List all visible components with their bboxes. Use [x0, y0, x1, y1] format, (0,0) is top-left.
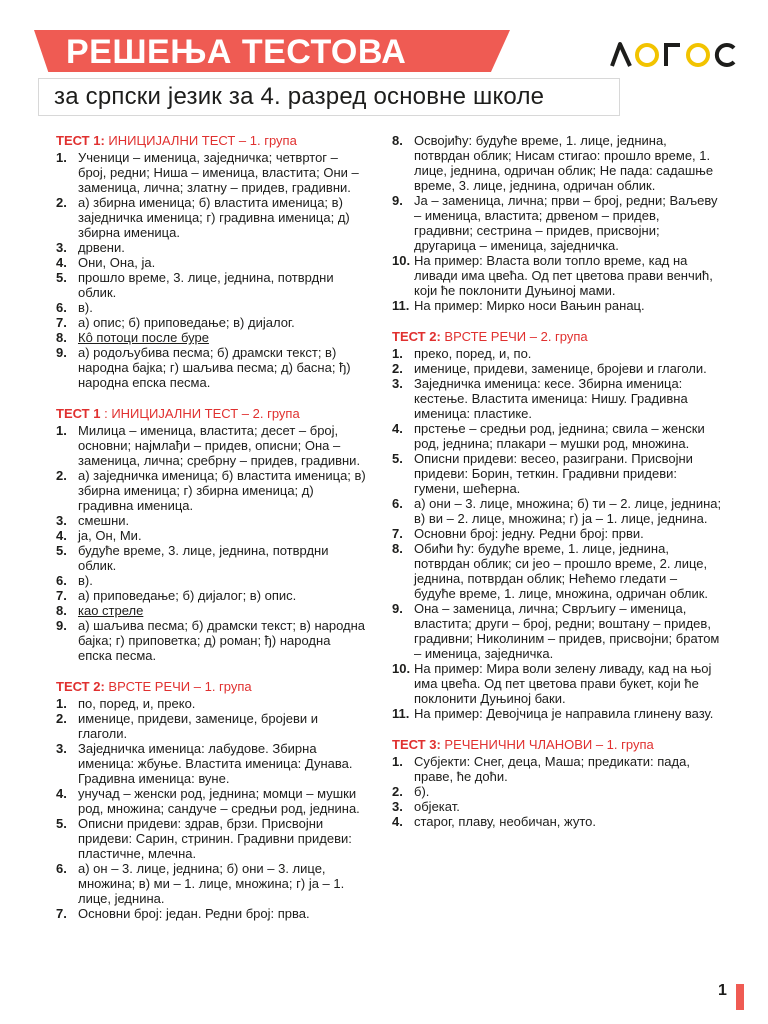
answer-text: а) опис; б) приповедање; в) дијалог. — [78, 315, 295, 330]
answer-text: унучад – женски род, једнина; момци – мушки род, множина; сандуче – средњи род, једнина. — [78, 786, 360, 816]
answer-text: дрвени. — [78, 240, 125, 255]
answer-number: 3. — [56, 513, 67, 528]
answer-item — [56, 528, 366, 543]
test-name: ИНИЦИЈАЛНИ ТЕСТ – 1. група — [108, 133, 297, 148]
answer-item — [56, 423, 366, 468]
answer-item — [392, 361, 722, 376]
answer-number: 9. — [56, 618, 67, 633]
answer-item — [56, 816, 366, 861]
answer-text: б). — [414, 784, 430, 799]
answer-text: преко, поред, и, по. — [414, 346, 532, 361]
answer-item — [56, 315, 366, 330]
test-section — [392, 737, 722, 829]
answer-text: по, поред, и, преко. — [78, 696, 196, 711]
page-number: 1 — [718, 982, 727, 999]
answer-text: а) он – 3. лице, једнина; б) они – 3. лице, множина; в) ми – 1. лице, множина; г) ја – 1. лице, једнина. — [78, 861, 345, 906]
page-number-bar — [736, 984, 744, 1010]
answer-item — [392, 541, 722, 601]
test-section — [392, 329, 722, 721]
answer-item — [56, 468, 366, 513]
answer-number: 8. — [56, 330, 67, 345]
answer-item — [392, 601, 722, 661]
answer-number: 4. — [392, 421, 403, 436]
answer-number: 6. — [56, 300, 67, 315]
answer-item — [56, 240, 366, 255]
answer-item — [56, 543, 366, 573]
answer-number: 10. — [392, 253, 411, 268]
answer-item — [392, 661, 722, 706]
answer-number: 9. — [392, 601, 403, 616]
answer-item — [56, 345, 366, 390]
answer-item — [392, 754, 722, 784]
answer-item — [56, 573, 366, 588]
answer-text: Субјекти: Снег, деца, Маша; предикати: пада, праве, ће доћи. — [414, 754, 690, 784]
answer-text: Освојићу: будуће време, 1. лице, једнина, потврдан облик; Нисам стигао: прошло време, 1. лице, једнина, одричан облик; Не пада: садашње време, 3. лице, једнина, одричан облик. — [414, 133, 714, 193]
answer-item — [392, 706, 722, 721]
answer-number: 6. — [392, 496, 403, 511]
answer-item — [392, 193, 722, 253]
answer-text: Заједничка именица: лабудове. Збирна именица: жбуње. Властита именица: Дунава. Градивна именица: вуне. — [78, 741, 353, 786]
test-section — [56, 133, 366, 390]
answer-text: будуће време, 3. лице, једнина, потврдни облик. — [78, 543, 329, 573]
answer-number: 2. — [392, 784, 403, 799]
test-heading — [56, 679, 366, 694]
answer-number: 11. — [392, 298, 410, 313]
answer-text: Кô потоци после буре — [78, 330, 209, 345]
test-section — [56, 406, 366, 663]
answer-text: Основни број: једну. Редни број: први. — [414, 526, 644, 541]
answers-column-right — [392, 133, 722, 845]
answer-text: Обићи ћу: будуће време, 1. лице, једнина, потврдан облик; си јео – прошло време, 2. лице, једнина, потврдан облик; Нећемо гледати – будуће време, 1. лице, множина, одричан облик. — [414, 541, 709, 601]
answer-number: 4. — [56, 528, 67, 543]
test-label: ТЕСТ 1: — [56, 133, 105, 148]
answer-text: Ја – заменица, лична; први – број, редни; Ваљеву – именица, властита; дрвеном – придев, градивни; сестрина – придев, присвојни; другарица – именица, заједничка. — [414, 193, 718, 253]
answer-number: 7. — [56, 906, 67, 921]
answer-number: 7. — [56, 315, 67, 330]
test-label: ТЕСТ 3: — [392, 737, 441, 752]
answer-number: 1. — [56, 423, 67, 438]
answer-number: 5. — [56, 816, 67, 831]
answer-number: 8. — [392, 541, 403, 556]
answer-text: На пример: Власта воли топло време, кад на ливади има цвећа. Од пет цветова прави венчић, који ће поклонити Дуњиној мами. — [414, 253, 713, 298]
answer-text: Милица – именица, властита; десет – број, основни; најмлађи – придев, описни; Она – заменица, лична; сребрну – придев, градивни. — [78, 423, 361, 468]
answer-number: 1. — [56, 696, 67, 711]
answer-text: као стреле — [78, 603, 144, 618]
answer-item — [392, 799, 722, 814]
answer-number: 8. — [56, 603, 67, 618]
answer-text: На пример: Мира воли зелену ливаду, кад на њој има цвећа. Од пет цветова прави букет, који ће поклонити Дуњиној баки. — [414, 661, 712, 706]
test-name: : ИНИЦИЈАЛНИ ТЕСТ – 2. група — [104, 406, 300, 421]
answer-item — [56, 588, 366, 603]
test-section — [392, 133, 722, 313]
answer-number: 1. — [392, 754, 403, 769]
answer-text: старог, плаву, необичан, жуто. — [414, 814, 597, 829]
answer-item — [392, 376, 722, 421]
answer-text: а) родољубива песма; б) драмски текст; в) народна бајка; г) шаљива песма; д) басна; ђ) народна епска песма. — [78, 345, 351, 390]
answer-text: прстење – средњи род, једнина; свила – женски род, једнина; плакари – мушки род, множина. — [414, 421, 705, 451]
answer-item — [392, 346, 722, 361]
test-name: РЕЧЕНИЧНИ ЧЛАНОВИ – 1. група — [444, 737, 654, 752]
test-section — [56, 679, 366, 921]
answer-item — [56, 255, 366, 270]
test-name: ВРСТЕ РЕЧИ – 2. група — [444, 329, 588, 344]
answer-text: а) заједничка именица; б) властита именица; в) збирна именица; г) збирна именица; д) градивна именица. — [78, 468, 366, 513]
logos-logo — [610, 36, 740, 70]
answer-number: 5. — [56, 270, 67, 285]
answer-item — [56, 330, 366, 345]
test-label: ТЕСТ 2: — [56, 679, 105, 694]
answer-text: именице, придеви, заменице, бројеви и глаголи. — [78, 711, 318, 741]
answer-item — [56, 603, 366, 618]
answer-text: а) они – 3. лице, множина; б) ти – 2. лице, једнина; в) ви – 2. лице, множина; г) ја – 1. лице, једнина. — [414, 496, 722, 526]
answer-item — [56, 618, 366, 663]
answer-number: 9. — [56, 345, 67, 360]
answer-item — [392, 133, 722, 193]
answer-text: прошло време, 3. лице, једнина, потврдни облик. — [78, 270, 334, 300]
answers-column-left — [56, 133, 366, 937]
answer-item — [56, 150, 366, 195]
answer-item — [392, 298, 722, 313]
answer-number: 5. — [392, 451, 403, 466]
answer-number: 1. — [56, 150, 67, 165]
answer-item — [56, 906, 366, 921]
answer-number: 3. — [56, 741, 67, 756]
answer-text: Заједничка именица: кесе. Збирна именица: кестење. Властита именица: Нишу. Градивна именица: пластике. — [414, 376, 688, 421]
answer-number: 8. — [392, 133, 403, 148]
test-heading — [392, 737, 722, 752]
answer-item — [392, 253, 722, 298]
answer-text: именице, придеви, заменице, бројеви и глаголи. — [414, 361, 707, 376]
answer-text: смешни. — [78, 513, 130, 528]
test-heading — [56, 133, 366, 148]
test-heading — [392, 329, 722, 344]
answer-text: Описни придеви: весео, разиграни. Присвојни придеви: Борин, теткин. Градивни придеви: гумени, шећерна. — [414, 451, 693, 496]
answer-number: 5. — [56, 543, 67, 558]
test-label: ТЕСТ 2: — [392, 329, 441, 344]
page-title: РЕШЕЊА ТЕСТОВА — [66, 33, 407, 71]
answer-item — [56, 300, 366, 315]
answer-number: 10. — [392, 661, 411, 676]
answer-number: 6. — [56, 573, 67, 588]
answer-text: објекат. — [414, 799, 460, 814]
answer-item — [56, 270, 366, 300]
answer-number: 9. — [392, 193, 403, 208]
answer-number: 3. — [392, 799, 403, 814]
answer-text: Основни број: један. Редни број: прва. — [78, 906, 310, 921]
answer-item — [56, 786, 366, 816]
answer-item — [56, 741, 366, 786]
answer-item — [392, 814, 722, 829]
answer-item — [392, 451, 722, 496]
test-heading — [56, 406, 366, 421]
answer-text: Ученици – именица, заједничка; четвртог – број, редни; Ниша – именица, властита; Они – заменица, лична; златну – придев, градивни. — [78, 150, 359, 195]
answer-number: 2. — [56, 468, 67, 483]
answer-item — [56, 696, 366, 711]
answer-number: 4. — [392, 814, 403, 829]
answer-number: 3. — [56, 240, 67, 255]
answer-item — [56, 195, 366, 240]
test-label: ТЕСТ 1 — [56, 406, 101, 421]
answer-text: На пример: Девојчица је направила глинену вазу. — [414, 706, 714, 721]
answer-item — [392, 496, 722, 526]
answer-number: 7. — [392, 526, 403, 541]
answer-text: в). — [78, 573, 93, 588]
answer-text: а) збирна именица; б) властита именица; в) заједничка именица; г) градивна именица; д) збирна именица. — [78, 195, 350, 240]
answer-text: На пример: Мирко носи Вањин ранац. — [414, 298, 645, 313]
answer-item — [56, 711, 366, 741]
answer-item — [392, 526, 722, 541]
page-subtitle: за српски језик за 4. разред основне школе — [54, 83, 545, 110]
answer-number: 2. — [56, 711, 67, 726]
answer-number: 11. — [392, 706, 410, 721]
answer-number: 6. — [56, 861, 67, 876]
answer-number: 4. — [56, 255, 67, 270]
answer-text: а) шаљива песма; б) драмски текст; в) народна бајка; г) приповетка; д) роман; ђ) народна епска песма. — [78, 618, 366, 663]
answer-text: в). — [78, 300, 93, 315]
answer-text: Они, Она, ја. — [78, 255, 156, 270]
answer-number: 1. — [392, 346, 403, 361]
answer-text: а) приповедање; б) дијалог; в) опис. — [78, 588, 297, 603]
test-name: ВРСТЕ РЕЧИ – 1. група — [108, 679, 252, 694]
answer-text: Она – заменица, лична; Сврљигу – именица, властита; други – број, редни; воштану – придев, градивни; Николиним – придев, присвојни; братом – именица, заједничка. — [414, 601, 720, 661]
answer-item — [392, 421, 722, 451]
answer-text: ја, Он, Ми. — [78, 528, 142, 543]
answer-number: 2. — [392, 361, 403, 376]
answer-number: 4. — [56, 786, 67, 801]
answer-number: 3. — [392, 376, 403, 391]
answer-number: 7. — [56, 588, 67, 603]
answer-text: Описни придеви: здрав, брзи. Присвојни придеви: Сарин, стринин. Градивни придеви: пластичне, млечна. — [78, 816, 352, 861]
answer-item — [56, 513, 366, 528]
answer-item — [392, 784, 722, 799]
answer-number: 2. — [56, 195, 67, 210]
answer-item — [56, 861, 366, 906]
